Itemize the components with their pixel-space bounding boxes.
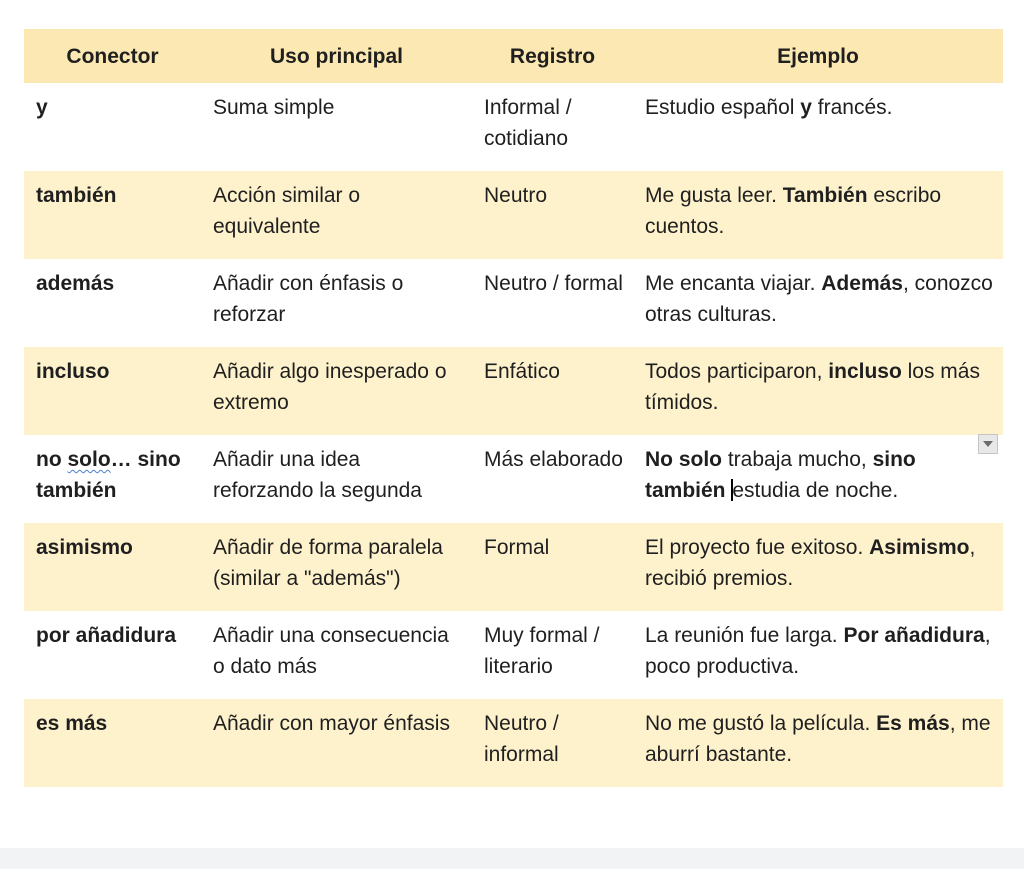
cell-conector[interactable]: es más [24,699,201,787]
table-row [24,699,1003,787]
cell-conector[interactable]: incluso [24,347,201,435]
cell-dropdown-button[interactable] [978,434,998,454]
cell-uso[interactable]: Añadir con énfasis o reforzar [213,272,404,326]
table-row [24,171,1003,259]
cell-conector[interactable] [24,435,201,523]
table-row [24,523,1003,611]
connectors-table [24,29,1003,787]
highlighted-connector: No solo [645,448,722,471]
example-text: estudia de noche. [732,479,899,502]
header-registro[interactable]: Registro [472,29,633,83]
highlighted-connector: incluso [828,360,902,383]
highlighted-connector: sino también [645,448,916,502]
chevron-down-icon [983,441,993,447]
table-row [24,83,1003,171]
example-text: No me gustó la película. [645,712,877,735]
cell-ejemplo[interactable] [633,611,1003,699]
highlighted-connector: y [800,96,812,119]
cell-uso[interactable]: Añadir algo inesperado o extremo [201,347,472,435]
cell-registro[interactable]: Informal / cotidiano [484,96,572,150]
example-text: Me encanta viajar. [645,272,822,295]
cell-conector[interactable]: además [36,272,115,295]
example-text: francés. [811,96,893,119]
table-row [24,611,1003,699]
example-text: El proyecto fue exitoso. [645,536,870,559]
spellcheck-word: solo [67,448,111,471]
highlighted-connector: Además [821,272,903,295]
header-uso[interactable]: Uso principal [201,29,472,83]
cell-uso[interactable]: Añadir una idea reforzando la segunda [213,448,422,502]
header-conector[interactable]: Conector [24,29,201,83]
table-body [24,83,1003,787]
cell-conector[interactable]: por añadidura [36,624,177,647]
example-text: trabaja mucho, [722,448,873,471]
cell-registro[interactable]: Neutro / formal [484,272,623,295]
header-ejemplo[interactable]: Ejemplo [633,29,1003,83]
highlighted-connector: Es más [876,712,950,735]
example-text: Todos participaron, [645,360,829,383]
example-text: , conozco otras culturas. [645,272,993,326]
cell-text: … sino también [36,448,181,502]
cell-registro[interactable]: Formal [472,523,633,611]
cell-ejemplo[interactable] [633,83,1003,171]
cell-ejemplo[interactable] [633,523,1003,611]
cell-text: no [36,448,68,471]
highlighted-connector: Por añadidura [843,624,985,647]
cell-ejemplo[interactable] [633,171,1003,259]
example-text: escribo cuentos. [645,184,942,238]
cell-uso[interactable]: Añadir con mayor énfasis [201,699,472,787]
cell-registro[interactable]: Neutro [472,171,633,259]
example-text: , me aburrí bastante. [645,712,991,766]
example-text: La reunión fue larga. [645,624,844,647]
cell-ejemplo[interactable] [633,435,1003,523]
cell-registro[interactable]: Más elaborado [484,448,623,471]
cell-conector[interactable]: también [24,171,201,259]
highlighted-connector: Asimismo [869,536,970,559]
cell-conector[interactable]: asimismo [24,523,201,611]
cell-registro[interactable]: Neutro / informal [472,699,633,787]
table-row [24,347,1003,435]
example-text: Me gusta leer. [645,184,783,207]
table-row [24,435,1003,523]
example-text: , recibió premios. [645,536,976,590]
cell-ejemplo[interactable] [633,259,1003,347]
cell-conector[interactable]: y [36,96,48,119]
cell-uso[interactable]: Añadir una consecuencia o dato más [213,624,449,678]
cell-registro[interactable]: Muy formal / literario [484,624,600,678]
cell-registro[interactable]: Enfático [472,347,633,435]
example-text: Estudio español [645,96,801,119]
cell-uso[interactable]: Acción similar o equivalente [201,171,472,259]
cell-ejemplo[interactable] [633,347,1003,435]
cell-ejemplo[interactable] [633,699,1003,787]
table-header-row [24,29,1003,83]
table-row [24,259,1003,347]
cell-uso[interactable]: Añadir de forma paralela (similar a "además") [201,523,472,611]
example-text: , poco productiva. [645,624,991,678]
highlighted-connector: También [782,184,868,207]
cell-uso[interactable]: Suma simple [213,96,335,119]
bottom-scroll-area [0,848,1024,869]
example-text: los más tímidos. [645,360,980,414]
